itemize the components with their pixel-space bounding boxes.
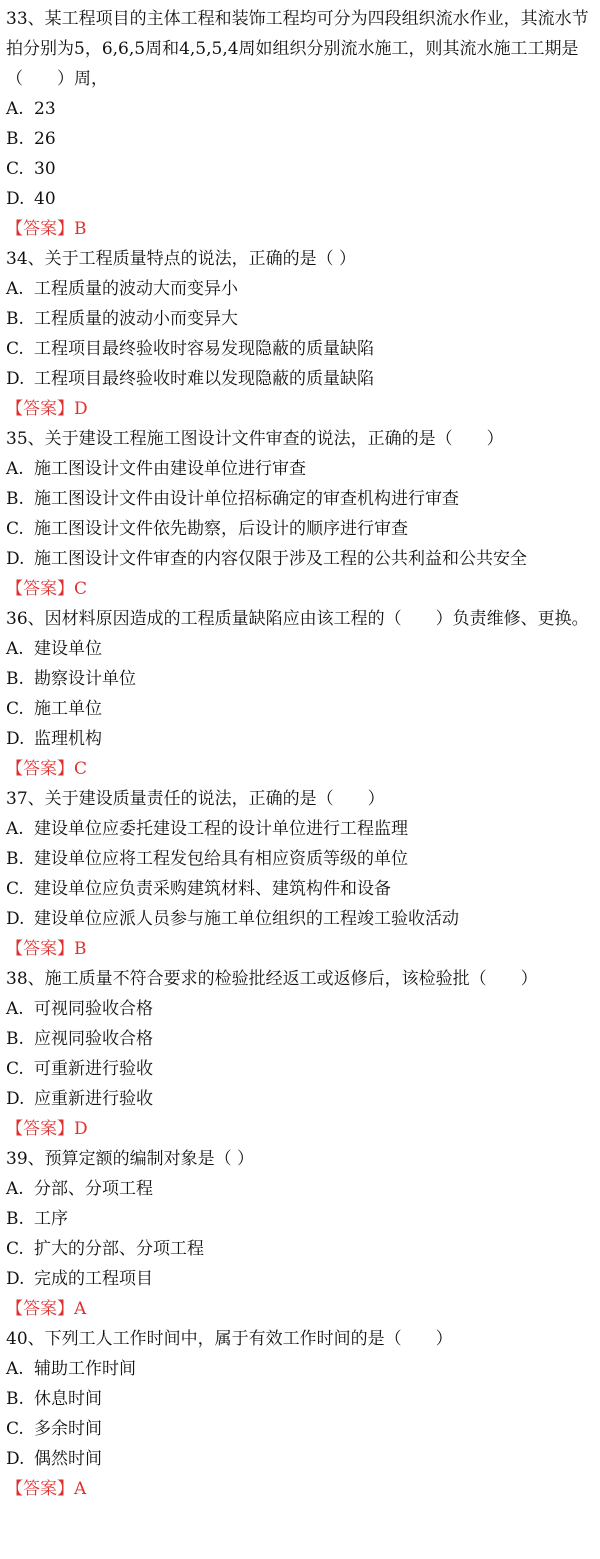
option-a <box>6 814 600 844</box>
option-b <box>6 1024 600 1054</box>
question-text: 40、下列工人工作时间中，属于有效工作时间的是（ ） <box>6 1329 453 1349</box>
option-text: 扩大的分部、分项工程 <box>34 1239 204 1259</box>
option-d <box>6 364 600 394</box>
option-c <box>6 874 600 904</box>
option-text: 施工图设计文件由设计单位招标确定的审查机构进行审查 <box>34 489 459 509</box>
question-38 <box>6 964 600 1144</box>
option-a <box>6 454 600 484</box>
option-text: 多余时间 <box>34 1419 102 1439</box>
option-b <box>6 1204 600 1234</box>
option-label: B. <box>6 129 24 149</box>
option-text: 23 <box>34 99 56 119</box>
option-d <box>6 724 600 754</box>
option-text: 26 <box>34 129 56 149</box>
option-label: B. <box>6 489 24 509</box>
option-label: D. <box>6 1269 25 1289</box>
question-text: 37、关于建设质量责任的说法，正确的是（ ） <box>6 789 385 809</box>
option-text: 辅助工作时间 <box>34 1359 136 1379</box>
option-b <box>6 844 600 874</box>
option-text: 应重新进行验收 <box>34 1089 153 1109</box>
question-35 <box>6 424 600 604</box>
option-label: B. <box>6 1389 24 1409</box>
answer-line: 【答案】D <box>6 1119 88 1139</box>
option-a <box>6 994 600 1024</box>
question-text: 38、施工质量不符合要求的检验批经返工或返修后，该检验批（ ） <box>6 969 538 989</box>
option-a <box>6 94 600 124</box>
option-label: C. <box>6 1059 24 1079</box>
option-label: A. <box>6 1179 24 1199</box>
option-label: B. <box>6 1029 24 1049</box>
option-c <box>6 1234 600 1264</box>
option-d <box>6 184 600 214</box>
option-text: 工程项目最终验收时容易发现隐蔽的质量缺陷 <box>34 339 374 359</box>
question-text: 36、因材料原因造成的工程质量缺陷应由该工程的（ ）负责维修、更换。 <box>6 609 589 629</box>
question-37 <box>6 784 600 964</box>
option-c <box>6 694 600 724</box>
option-label: D. <box>6 729 25 749</box>
option-label: A. <box>6 99 24 119</box>
option-text: 建设单位 <box>34 639 102 659</box>
option-b <box>6 124 600 154</box>
option-text: 建设单位应将工程发包给具有相应资质等级的单位 <box>34 849 408 869</box>
option-d <box>6 1264 600 1294</box>
option-text: 30 <box>34 159 56 179</box>
option-text: 工程质量的波动小而变异大 <box>34 309 238 329</box>
option-label: C. <box>6 339 24 359</box>
option-text: 监理机构 <box>34 729 102 749</box>
question-40 <box>6 1324 600 1504</box>
option-text: 休息时间 <box>34 1389 102 1409</box>
answer-line: 【答案】A <box>6 1299 87 1319</box>
option-c <box>6 1054 600 1084</box>
option-text: 分部、分项工程 <box>34 1179 153 1199</box>
option-b <box>6 304 600 334</box>
option-b <box>6 1384 600 1414</box>
answer-line: 【答案】C <box>6 759 88 779</box>
option-label: A. <box>6 279 24 299</box>
option-label: A. <box>6 639 24 659</box>
option-text: 建设单位应派人员参与施工单位组织的工程竣工验收活动 <box>34 909 459 929</box>
option-a <box>6 1354 600 1384</box>
option-text: 施工图设计文件依先勘察，后设计的顺序进行审查 <box>34 519 408 539</box>
option-d <box>6 1444 600 1474</box>
option-label: C. <box>6 1419 24 1439</box>
option-b <box>6 484 600 514</box>
option-label: C. <box>6 699 24 719</box>
option-label: A. <box>6 1359 24 1379</box>
answer-line: 【答案】D <box>6 399 88 419</box>
option-label: D. <box>6 909 25 929</box>
question-36 <box>6 604 600 784</box>
option-text: 工程项目最终验收时难以发现隐蔽的质量缺陷 <box>34 369 374 389</box>
option-d <box>6 1084 600 1114</box>
option-c <box>6 514 600 544</box>
option-label: C. <box>6 519 24 539</box>
option-label: D. <box>6 1449 25 1469</box>
option-text: 施工图设计文件由建设单位进行审查 <box>34 459 306 479</box>
answer-line: 【答案】C <box>6 579 88 599</box>
option-label: D. <box>6 369 25 389</box>
option-text: 完成的工程项目 <box>34 1269 153 1289</box>
question-text: 35、关于建设工程施工图设计文件审查的说法，正确的是（ ） <box>6 429 504 449</box>
option-label: D. <box>6 189 25 209</box>
answer-line: 【答案】B <box>6 219 87 239</box>
option-label: D. <box>6 1089 25 1109</box>
option-text: 可视同验收合格 <box>34 999 153 1019</box>
option-label: C. <box>6 879 24 899</box>
option-label: A. <box>6 999 24 1019</box>
question-33 <box>6 4 600 244</box>
option-text: 可重新进行验收 <box>34 1059 153 1079</box>
option-text: 偶然时间 <box>34 1449 102 1469</box>
option-label: D. <box>6 549 25 569</box>
option-text: 建设单位应委托建设工程的设计单位进行工程监理 <box>34 819 408 839</box>
option-d <box>6 904 600 934</box>
option-label: C. <box>6 1239 24 1259</box>
question-text: 34、关于工程质量特点的说法，正确的是（ ） <box>6 249 357 269</box>
option-label: B. <box>6 309 24 329</box>
option-a <box>6 274 600 304</box>
option-text: 建设单位应负责采购建筑材料、建筑构件和设备 <box>34 879 391 899</box>
option-text: 工序 <box>34 1209 68 1229</box>
answer-line: 【答案】A <box>6 1479 87 1499</box>
option-text: 施工图设计文件审查的内容仅限于涉及工程的公共利益和公共安全 <box>34 549 527 569</box>
option-a <box>6 1174 600 1204</box>
option-label: C. <box>6 159 24 179</box>
question-34 <box>6 244 600 424</box>
option-label: B. <box>6 669 24 689</box>
option-d <box>6 544 600 574</box>
question-39 <box>6 1144 600 1324</box>
option-b <box>6 664 600 694</box>
question-text: 33、某工程项目的主体工程和装饰工程均可分为四段组织流水作业，其流水节拍分别为5，6,6,5周和4,5,5,4周如组织分别流水施工，则其流水施工工期是（ ）周， <box>6 9 589 89</box>
option-c <box>6 1414 600 1444</box>
option-c <box>6 154 600 184</box>
option-label: B. <box>6 849 24 869</box>
option-label: B. <box>6 1209 24 1229</box>
option-text: 施工单位 <box>34 699 102 719</box>
question-text: 39、预算定额的编制对象是（ ） <box>6 1149 255 1169</box>
answer-line: 【答案】B <box>6 939 87 959</box>
option-text: 40 <box>34 189 56 209</box>
option-label: A. <box>6 459 24 479</box>
option-text: 勘察设计单位 <box>34 669 136 689</box>
option-text: 应视同验收合格 <box>34 1029 153 1049</box>
option-label: A. <box>6 819 24 839</box>
option-text: 工程质量的波动大而变异小 <box>34 279 238 299</box>
option-a <box>6 634 600 664</box>
option-c <box>6 334 600 364</box>
